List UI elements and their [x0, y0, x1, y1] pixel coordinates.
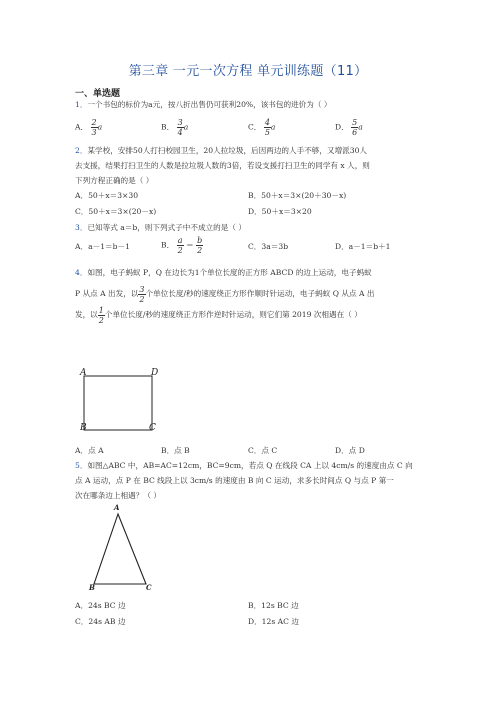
- q3-option-a[interactable]: A．a－1＝b－1: [75, 242, 130, 251]
- fraction: $\frac{a}{2}$: [177, 236, 183, 255]
- question-text-line: 如图，电子蚂蚁 P，Q 在边长为1个单位长度的正方形 ABCD 的边上运动，电子蚂蚁: [87, 268, 372, 277]
- q2-option-c[interactable]: C．50＋x＝3×(20－x): [75, 207, 157, 216]
- question-5: [75, 458, 423, 503]
- q1-option-a[interactable]: [75, 118, 102, 137]
- triangle-vertex-c-label: C: [146, 583, 152, 592]
- question-text-segment: 个单位长度/秒的速度绕正方形作顺时针运动，电子蚂蚁 Q 从点 A 出: [145, 289, 375, 298]
- option-label: D．: [335, 122, 349, 132]
- question-text-segment: 发，以: [75, 310, 98, 319]
- fraction: $\frac{2}{3}$: [91, 118, 97, 137]
- option-label: A．: [75, 122, 89, 132]
- q5-option-b[interactable]: B．12s BC 边: [248, 601, 299, 610]
- square-abcd: [84, 376, 152, 430]
- vertex-a-label: A: [80, 368, 87, 378]
- question-text-segment: P 从点 A 出发，以: [75, 289, 139, 298]
- equals-sign: ＝: [186, 240, 194, 250]
- page-title: 第三章 一元一次方程 单元训练题（11）: [128, 64, 368, 79]
- section-heading: 一、单选题: [75, 89, 121, 99]
- q5-option-d[interactable]: D．12s AC 边: [248, 617, 299, 626]
- option-label: B．: [161, 122, 175, 132]
- q3-option-c[interactable]: C．3a＝3b: [248, 242, 289, 251]
- fraction: $\frac{5}{6}$: [352, 118, 358, 137]
- question-number: 3．: [75, 223, 88, 232]
- variable: a: [97, 122, 103, 132]
- question-text-line: 下列方程正确的是（ ）: [75, 176, 154, 185]
- option-label: B．: [161, 240, 175, 250]
- q3-option-d[interactable]: D．a－1＝b＋1: [335, 242, 391, 251]
- q1-option-c[interactable]: [248, 118, 275, 137]
- question-number: 4．: [75, 268, 88, 277]
- fraction: $\frac{b}{2}$: [197, 236, 203, 255]
- question-number: 2．: [75, 146, 88, 155]
- question-text-line: 去支援，结果打扫卫生的人数是拉垃圾人数的3倍，若设支援打扫卫生的同学有 x 人，则: [75, 161, 370, 170]
- question-number: 5．: [75, 461, 88, 470]
- fraction: $\frac{3}{4}$: [177, 118, 183, 137]
- triangle-vertex-b-label: B: [89, 583, 95, 592]
- question-text-line: 点 A 运动，点 P 在 BC 线段上以 3cm/s 的速度由 B 向 C 运动，求多长时间点 Q 与点 P 第一: [75, 476, 394, 485]
- question-text-line: 某学校，安排50人打扫校园卫生，20人拉垃圾，后因两边的人手不够，又增派30人: [87, 146, 368, 155]
- variable: a: [270, 122, 276, 132]
- q4-option-b[interactable]: B．点 B: [161, 446, 190, 455]
- q4-option-d[interactable]: D．点 D: [335, 446, 365, 455]
- square-figure: [80, 372, 170, 442]
- option-label: C．: [248, 122, 262, 132]
- variable: a: [183, 122, 189, 132]
- q4-option-c[interactable]: C．点 C: [248, 446, 278, 455]
- vertex-d-label: D: [151, 368, 159, 378]
- question-text-line: 如图△ABC 中，AB=AC=12cm，BC=9cm，若点 Q 在线段 CA 上以 4cm/s 的速度由点 C 向: [87, 461, 413, 470]
- question-2: [75, 143, 423, 188]
- question-text-line: 次在哪条边上相遇？（ ）: [75, 491, 161, 500]
- vertex-b-label: B: [80, 423, 87, 433]
- q5-option-c[interactable]: C．24s AB 边: [75, 617, 126, 626]
- q2-option-d[interactable]: D．50＋x＝3×20: [248, 207, 312, 216]
- fraction: $\frac{4}{5}$: [264, 118, 270, 137]
- vertex-c-label: C: [149, 423, 156, 433]
- question-text: 一个书包的标价为a元，按八折出售仍可获利20%，该书包的进价为（ ）: [87, 100, 332, 109]
- question-number: 1．: [75, 100, 88, 109]
- question-1: [75, 97, 423, 112]
- q2-option-a[interactable]: A．50＋x＝3×30: [75, 191, 139, 200]
- q2-option-b[interactable]: B．50＋x＝3×(20＋30－x): [248, 191, 347, 200]
- q3-option-b[interactable]: [161, 236, 203, 255]
- fraction: $\frac{3}{2}$: [139, 284, 145, 304]
- q1-option-b[interactable]: [161, 118, 188, 137]
- question-text: 已知等式 a＝b，则下列式子中不成立的是（ ）: [87, 223, 246, 232]
- question-4: [75, 262, 423, 325]
- question-3: [75, 220, 423, 235]
- triangle-abc: [94, 514, 146, 584]
- triangle-figure: [88, 508, 178, 593]
- q1-option-d[interactable]: [335, 118, 363, 137]
- q5-option-a[interactable]: A．24s BC 边: [75, 601, 126, 610]
- variable: a: [358, 122, 363, 132]
- fraction: $\frac{1}{2}$: [98, 305, 104, 325]
- q4-option-a[interactable]: A．点 A: [75, 446, 104, 455]
- question-text-segment: 个单位长度/秒的速度绕正方形作逆时针运动，则它们第 2019 次相遇在（ ）: [104, 310, 362, 319]
- triangle-vertex-a-label: A: [114, 503, 120, 512]
